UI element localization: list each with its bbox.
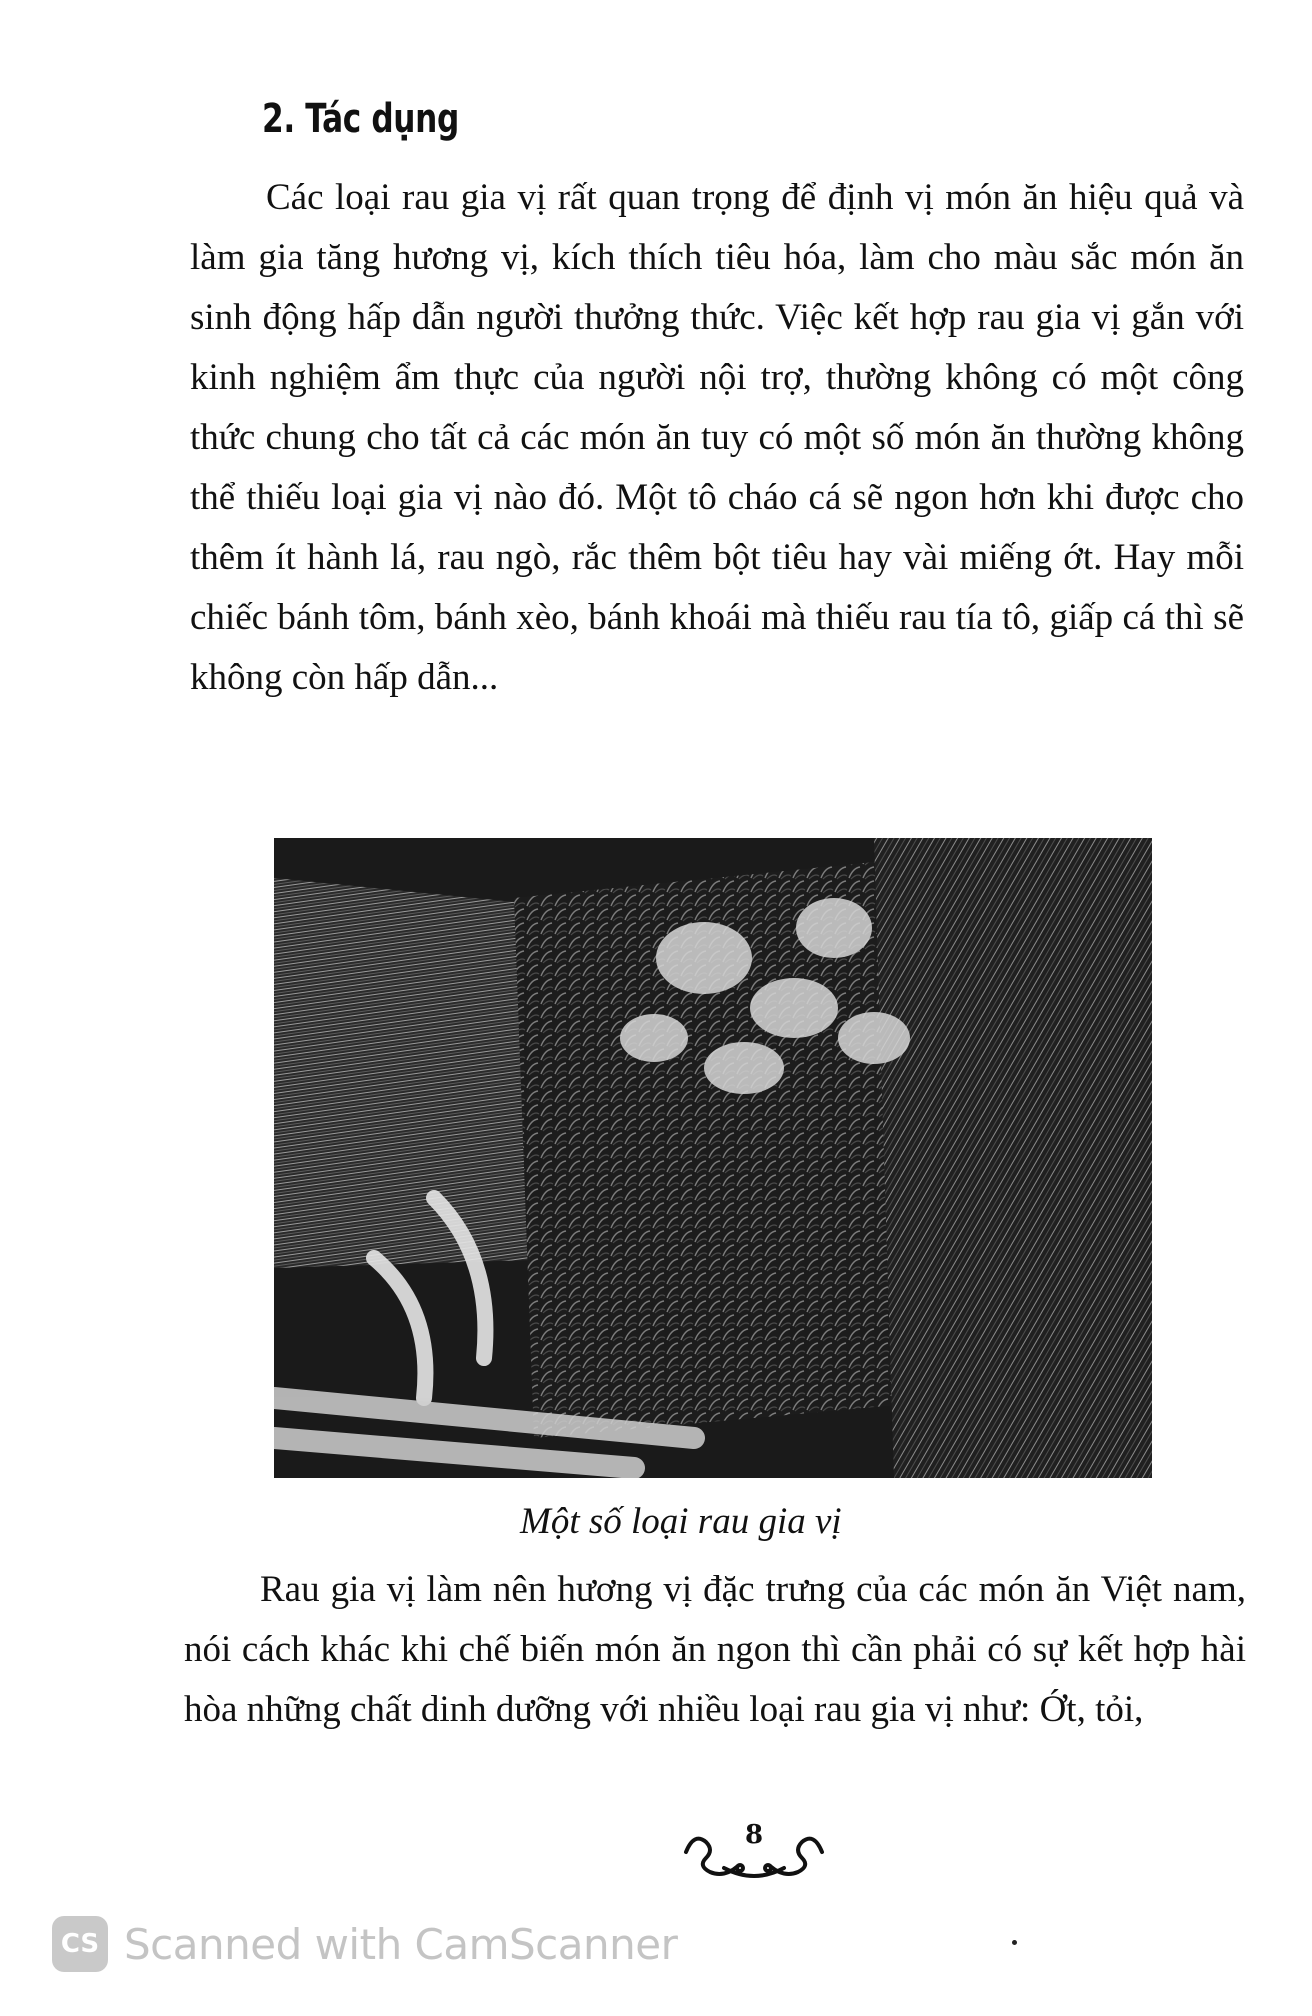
paragraph-1: Các loại rau gia vị rất quan trọng để định vị món ăn hiệu quả và làm gia tăng hương vị, kích thích tiêu hóa, làm cho màu sắc món ăn sinh động hấp dẫn người thưởng thức. Việc kết hợp rau gia vị gắn với kinh nghiệm ẩm thực của người nội trợ, thường không có một công thức chung cho tất cả các món ăn tuy có một số món ăn thường không thể thiếu loại gia vị nào đó. Một tô cháo cá sẽ ngon hơn khi được cho thêm ít hành lá, rau ngò, rắc thêm bột tiêu hay vài miếng ớt. Hay mỗi chiếc bánh tôm, bánh xèo, bánh khoái mà thiếu rau tía tô, giấp cá thì sẽ không còn hấp dẫn...: [190, 177, 1244, 698]
page-number: 8: [744, 1820, 764, 1850]
camscanner-logo-icon: CS: [52, 1916, 108, 1972]
herbs-photo: [274, 838, 1152, 1478]
watermark-text: Scanned with CamScanner: [124, 1919, 678, 1969]
paragraph-2: Rau gia vị làm nên hương vị đặc trưng của các món ăn Việt nam, nói cách khác khi chế biến món ăn ngon thì cần phải có sự kết hợp hài hòa những chất dinh dưỡng với nhiều loại rau gia vị như: Ớt, tỏi,: [184, 1569, 1246, 1730]
photo-caption: Một số loại rau gia vị: [520, 1501, 842, 1542]
section-heading: 2. Tác dụng: [262, 96, 459, 142]
camscanner-watermark: [52, 1912, 677, 1976]
herb-bundle-right: [874, 838, 1152, 1478]
scan-speck: [1012, 1940, 1017, 1945]
